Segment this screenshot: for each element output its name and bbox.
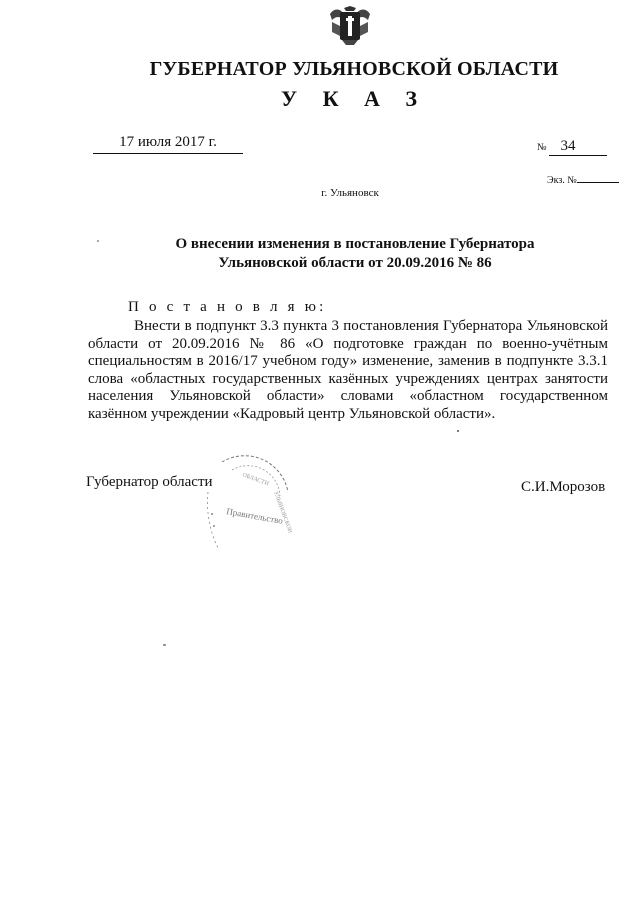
scan-speck (457, 430, 459, 432)
scan-speck (163, 644, 166, 646)
scan-speck (97, 240, 99, 242)
document-body: Внести в подпункт 3.3 пункта 3 постановления Губернатора Ульяновской области от 20.09.2016 № 86 «О подготовке граждан по военно-учётным специальностям в 2016/17 учебном году» изменение, заменив в подпункте 3.3.1 слова «областных государственных казённых учреждениях центрах занятости населения Ульяновской области» словами «областном государственном казённом учреждении «Кадровый центр Ульяновской области». (88, 318, 608, 422)
signatory-name: С.И.Морозов (521, 479, 606, 495)
copy-number-field (547, 172, 619, 186)
copy-label: Экз. № (547, 175, 577, 186)
decree-word: П о с т а н о в л я ю: (128, 299, 327, 315)
document-title (170, 235, 540, 273)
copy-number-line (577, 172, 619, 183)
document-type: У К А З (280, 86, 428, 111)
svg-text:Правительство: Правительство (225, 506, 284, 526)
document-title-line1: О внесении изменения в постановление Губернатора (175, 236, 535, 252)
date-field (93, 133, 243, 154)
document-title-line2: Ульяновской области от 20.09.2016 № 86 (218, 255, 492, 271)
org-title: ГУБЕРНАТОР УЛЬЯНОВСКОЙ ОБЛАСТИ (149, 58, 559, 80)
number-value: 34 (549, 138, 607, 156)
number-sign: № (537, 142, 547, 153)
date-value: 17 июля 2017 г. (119, 134, 217, 150)
official-seal (202, 452, 292, 552)
svg-text:ОБЛАСТИ: ОБЛАСТИ (241, 472, 270, 488)
coat-of-arms-icon (326, 6, 374, 46)
number-field (537, 138, 607, 156)
signatory-position: Губернатор области (86, 474, 213, 490)
svg-text:УЛЬЯНОВСКОЙ: УЛЬЯНОВСКОЙ (272, 490, 292, 535)
city: г. Ульяновск (321, 187, 379, 199)
